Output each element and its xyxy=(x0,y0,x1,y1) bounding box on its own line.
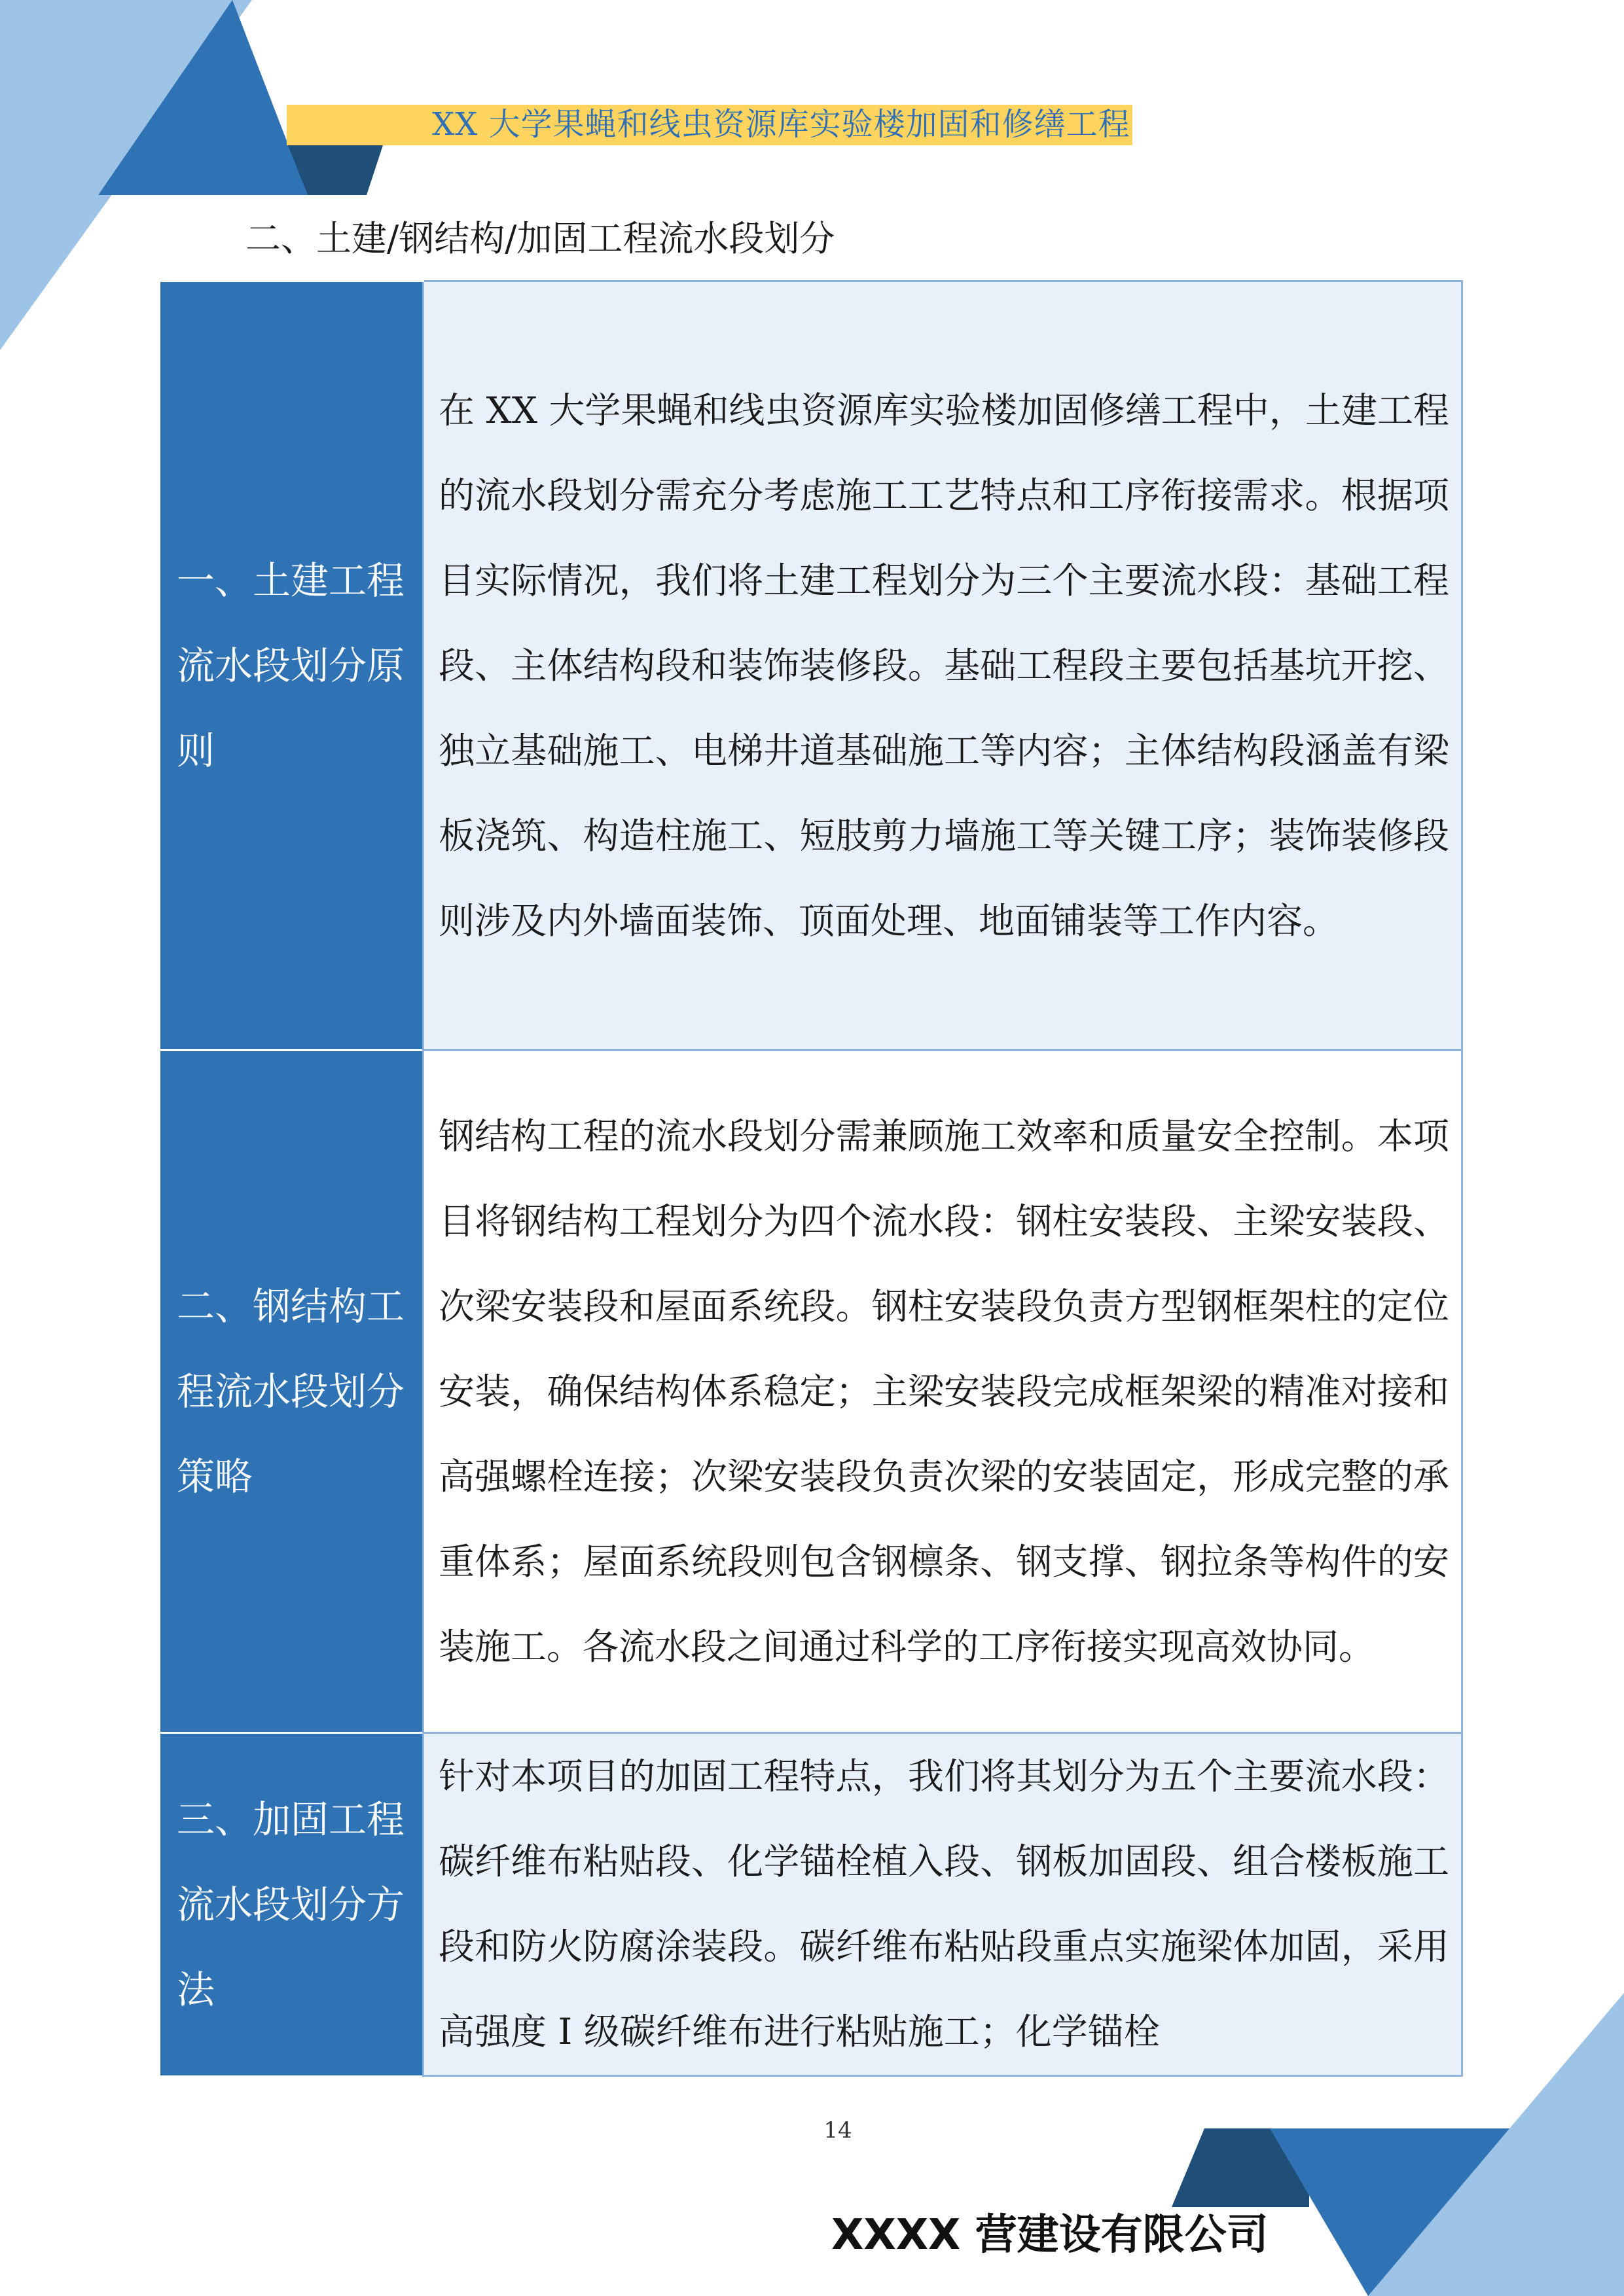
row-label: 二、钢结构工程流水段划分策略 xyxy=(177,1284,405,1499)
table-row xyxy=(160,1733,1462,2076)
row-content-cell xyxy=(424,281,1462,1050)
row-label-cell xyxy=(160,1050,424,1733)
row-content: 针对本项目的加固工程特点，我们将其划分为五个主要流水段：碳纤维布粘贴段、化学锚栓植入段、钢板加固段、组合楼板施工段和防火防腐涂装段。碳纤维布粘贴段重点实施梁体加固，采用高强度 I 级碳纤维布进行粘贴施工；化学锚栓 xyxy=(439,1755,1449,2053)
row-label-cell xyxy=(160,281,424,1050)
row-content-cell xyxy=(424,1050,1462,1733)
row-label: 一、土建工程流水段划分原则 xyxy=(177,558,405,773)
page-number: 14 xyxy=(823,2117,852,2144)
row-content: 在 XX 大学果蝇和线虫资源库实验楼加固修缮工程中，土建工程的流水段划分需充分考虑施工工艺特点和工序衔接需求。根据项目实际情况，我们将土建工程划分为三个主要流水段：基础工程段、主体结构段和装饰装修段。基础工程段主要包括基坑开挖、独立基础施工、电梯井道基础施工等内容；主体结构段涵盖有梁板浇筑、构造柱施工、短肢剪力墙施工等关键工序；装饰装修段则涉及内外墙面装饰、顶面处理、地面铺装等工作内容。 xyxy=(439,389,1449,942)
table-row xyxy=(160,281,1462,1050)
flow-section-table xyxy=(160,280,1463,2077)
row-label: 三、加固工程流水段划分方法 xyxy=(177,1797,405,2012)
table-row xyxy=(160,1050,1462,1733)
company-name: XXXX 营建设有限公司 xyxy=(831,2211,1269,2259)
row-content: 钢结构工程的流水段划分需兼顾施工效率和质量安全控制。本项目将钢结构工程划分为四个流水段：钢柱安装段、主梁安装段、次梁安装段和屋面系统段。钢柱安装段负责方型钢框架柱的定位安装，确保结构体系稳定；主梁安装段完成框架梁的精准对接和高强螺栓连接；次梁安装段负责次梁的安装固定，形成完整的承重体系；屋面系统段则包含钢檩条、钢支撑、钢拉条等构件的安装施工。各流水段之间通过科学的工序衔接实现高效协同。 xyxy=(439,1115,1449,1668)
row-label-cell xyxy=(160,1733,424,2076)
section-heading: 二、土建/钢结构/加固工程流水段划分 xyxy=(245,218,835,259)
row-content-cell xyxy=(424,1733,1462,2076)
header-title: XX 大学果蝇和线虫资源库实验楼加固和修缮工程 xyxy=(432,106,1130,143)
